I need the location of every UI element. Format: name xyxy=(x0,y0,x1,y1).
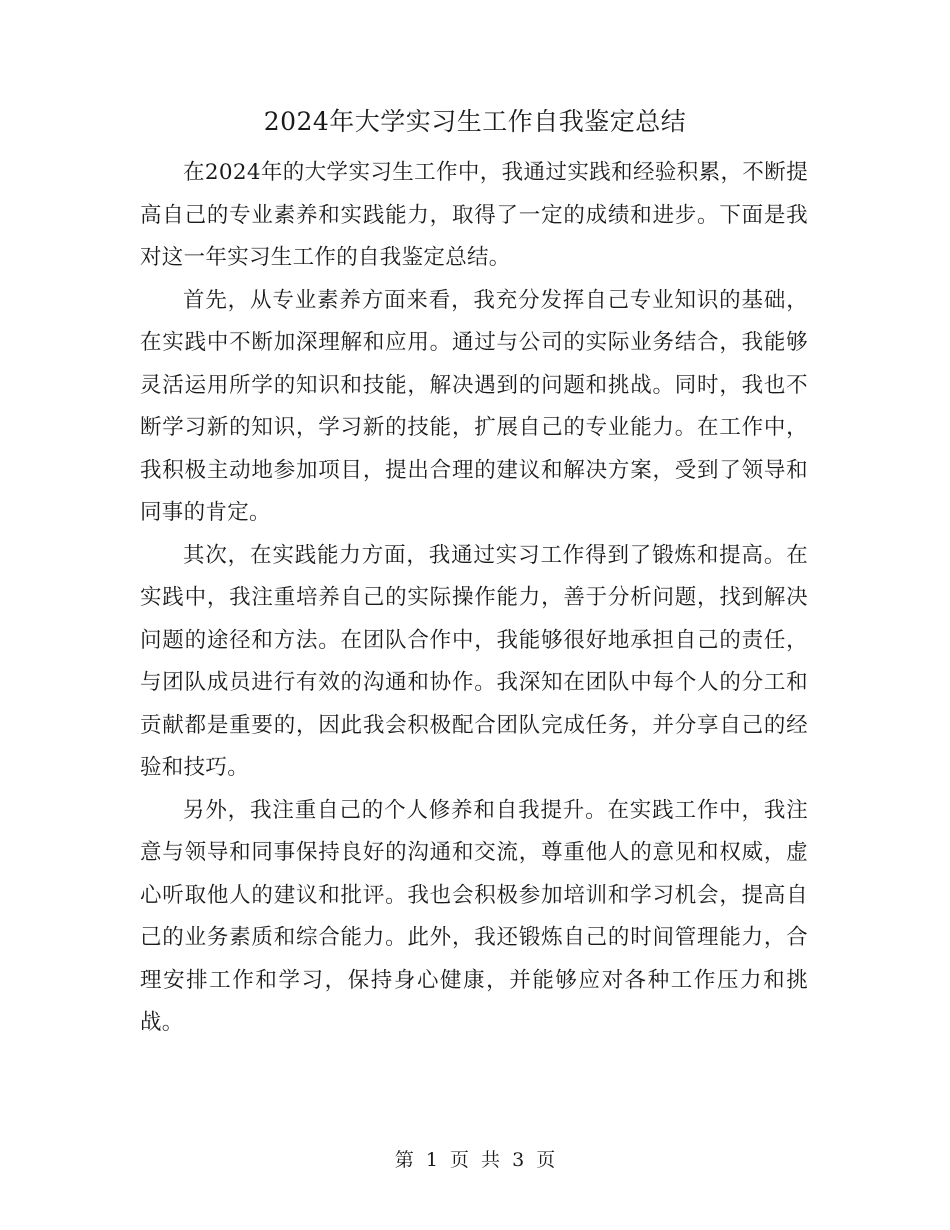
footer-label-di: 第 xyxy=(394,1149,414,1171)
footer-label-gong: 共 xyxy=(481,1149,501,1171)
footer-label-ye: 页 xyxy=(449,1149,469,1171)
footer-label-ye-end: 页 xyxy=(536,1149,556,1171)
paragraph-intro: 在2024年的大学实习生工作中，我通过实践和经验积累，不断提高自己的专业素养和实践能力，取得了一定的成绩和进步。下面是我对这一年实习生工作的自我鉴定总结。 xyxy=(140,160,808,270)
paragraph-self-improvement: 另外，我注重自己的个人修养和自我提升。在实践工作中，我注意与领导和同事保持良好的沟通和交流，尊重他人的意见和权威，虚心听取他人的建议和批评。我也会积极参加培训和学习机会，提高自己的业务素质和综合能力。此外，我还锻炼自己的时间管理能力，合理安排工作和学习，保持身心健康，并能够应对各种工作压力和挑战。 xyxy=(140,797,808,1035)
document-body xyxy=(140,152,808,1045)
total-page-count: 3 xyxy=(512,1149,525,1171)
current-page-number: 1 xyxy=(425,1149,438,1171)
document-title: 2024年大学实习生工作自我鉴定总结 xyxy=(263,107,687,136)
page-footer xyxy=(0,1146,950,1174)
paragraph-practical-ability: 其次，在实践能力方面，我通过实习工作得到了锻炼和提高。在实践中，我注重培养自己的实际操作能力，善于分析问题，找到解决问题的途径和方法。在团队合作中，我能够很好地承担自己的责任，与团队成员进行有效的沟通和协作。我深知在团队中每个人的分工和贡献都是重要的，因此我会积极配合团队完成任务，并分享自己的经验和技巧。 xyxy=(140,542,808,780)
paragraph-professional-quality: 首先，从专业素养方面来看，我充分发挥自己专业知识的基础，在实践中不断加深理解和应用。通过与公司的实际业务结合，我能够灵活运用所学的知识和技能，解决遇到的问题和挑战。同时，我也不断学习新的知识，学习新的技能，扩展自己的专业能力。在工作中，我积极主动地参加项目，提出合理的建议和解决方案，受到了领导和同事的肯定。 xyxy=(140,287,808,525)
